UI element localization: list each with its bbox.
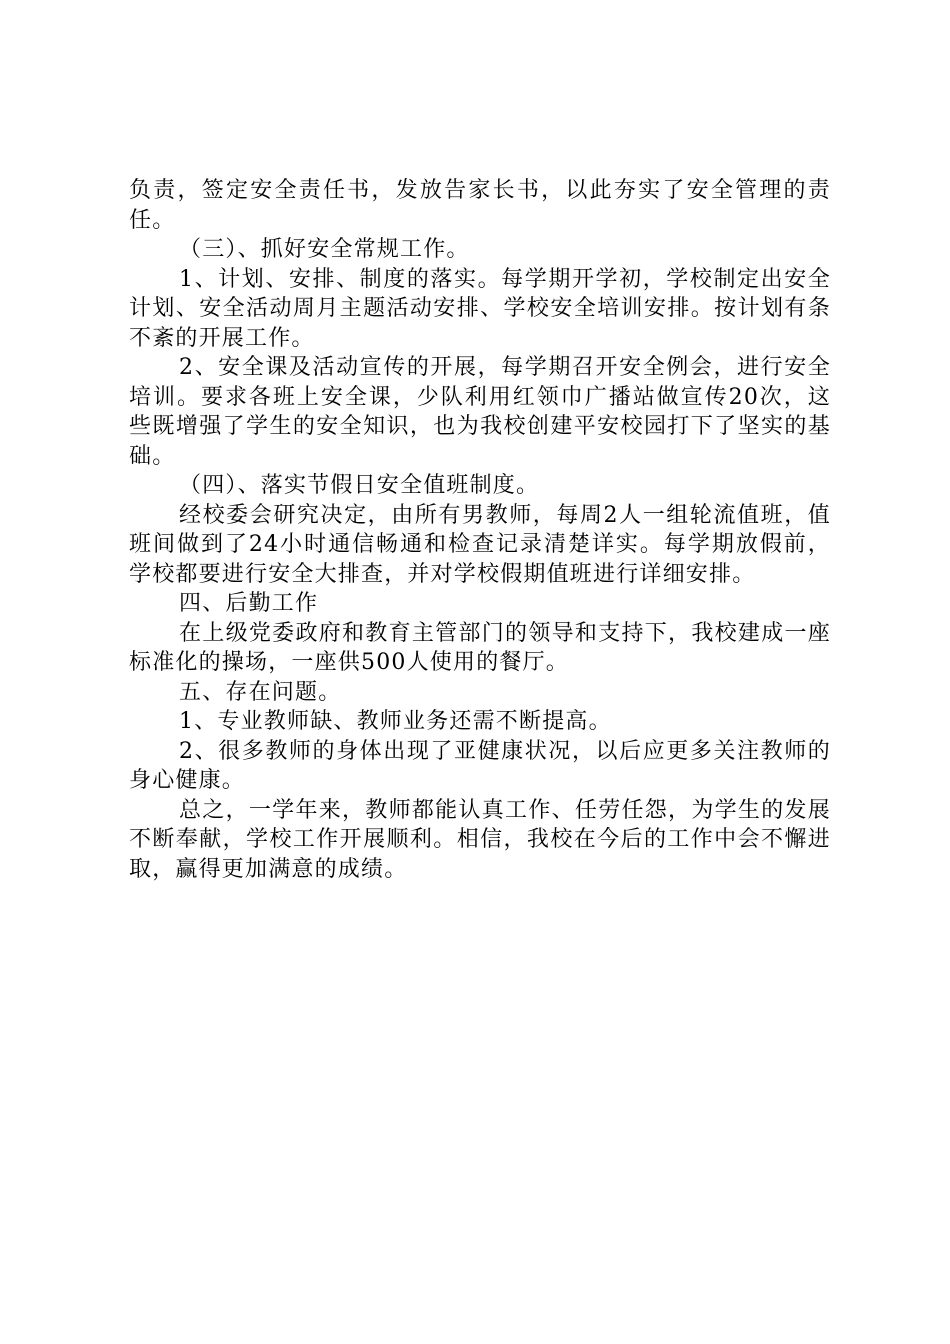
paragraph-problem-1: 1、专业教师缺、教师业务还需不断提高。 (179, 709, 612, 734)
heading-logistics: 四、后勤工作 (179, 591, 319, 616)
heading-holiday-duty: （四）、落实节假日安全值班制度。 (179, 473, 540, 498)
heading-problems: 五、存在问题。 (179, 679, 342, 705)
paragraph-problem-2: 2、很多教师的身体出现了亚健康状况，以后应更多关注教师的身心健康。 (129, 738, 831, 793)
paragraph-summary: 总之，一学年来，教师都能认真工作、任劳任怨，为学生的发展不断奉献，学校工作开展顺利。相信，我校在今后的工作中会不懈进取，赢得更加满意的成绩。 (129, 797, 831, 882)
paragraph-duty-system: 经校委会研究决定，由所有男教师，每周2人一组轮流值班，值班间做到了24小时通信畅通和检查记录清楚详实。每学期放假前，学校都要进行安全大排查，并对学校假期值班进行详细安排。 (129, 502, 831, 587)
heading-safety-routine: （三）、抓好安全常规工作。 (179, 237, 470, 262)
paragraph-responsibility: 负责，签定安全责任书，发放告家长书，以此夯实了安全管理的责任。 (129, 178, 831, 233)
paragraph-safety-class: 2、安全课及活动宣传的开展，每学期召开安全例会，进行安全培训。要求各班上安全课，少队利用红领巾广播站做宣传20次，这些既增强了学生的安全知识，也为我校创建平安校园打下了坚实的基础。 (129, 355, 831, 469)
paragraph-plan-arrangement: 1、计划、安排、制度的落实。每学期开学初，学校制定出安全计划、安全活动周月主题活动安排、学校安全培训安排。按计划有条不紊的开展工作。 (129, 266, 831, 351)
paragraph-logistics: 在上级党委政府和教育主管部门的领导和支持下，我校建成一座标准化的操场，一座供500人使用的餐厅。 (129, 620, 831, 675)
document-page (129, 176, 831, 884)
